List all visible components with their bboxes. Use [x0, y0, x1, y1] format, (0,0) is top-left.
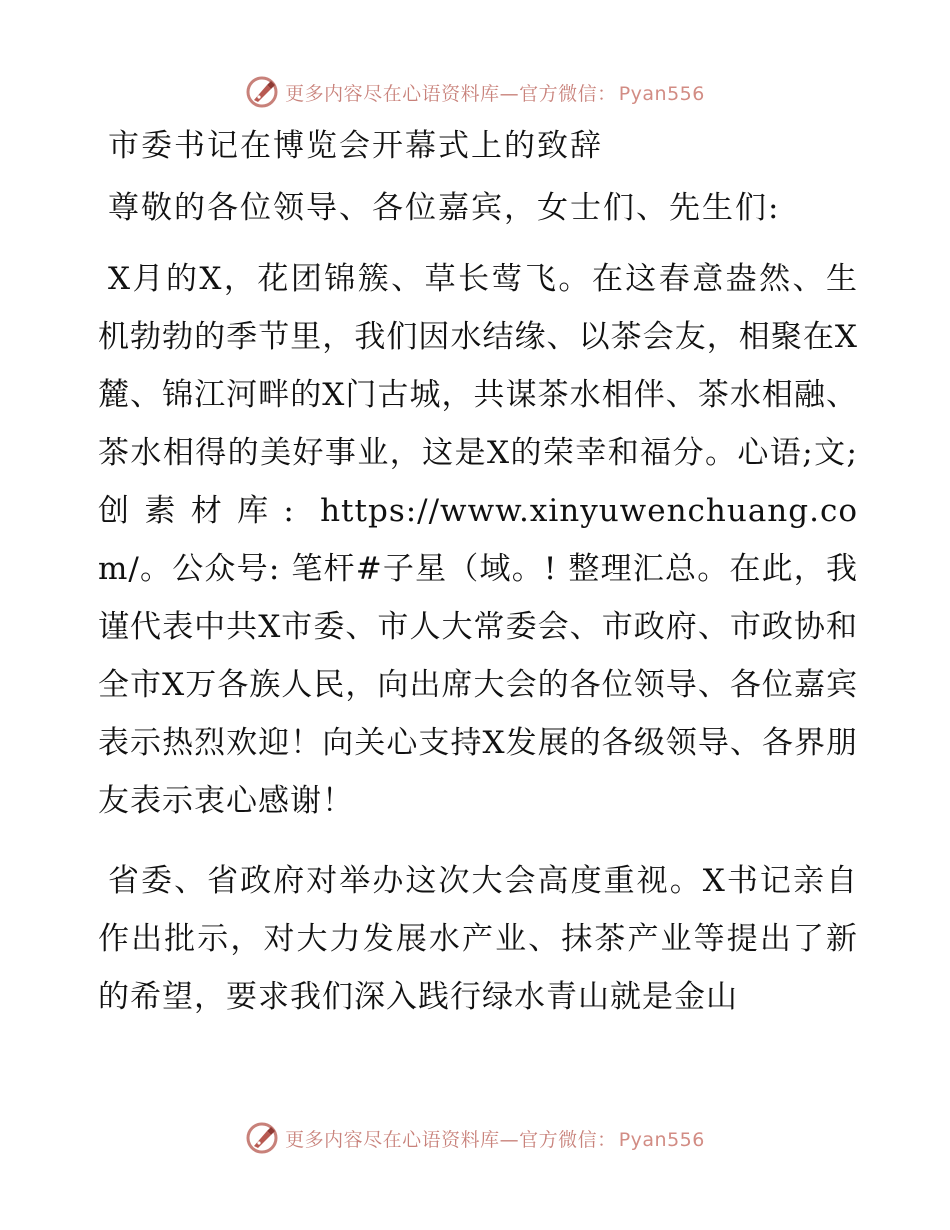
header-watermark-banner [0, 70, 950, 114]
paragraph-2: 省委、省政府对举办这次大会高度重视。X书记亲自作出批示，对大力发展水产业、抹茶产业等提出了新的希望，要求我们深入践行绿水青山就是金山 [98, 863, 858, 1015]
document-body [98, 120, 858, 1040]
salutation: 尊敬的各位领导、各位嘉宾，女士们、先生们: [108, 190, 781, 226]
pen-nib-logo-icon [245, 75, 279, 109]
document-title: 市委书记在博览会开幕式上的致辞 [108, 128, 603, 164]
footer-watermark-banner [0, 1116, 950, 1160]
pen-nib-logo-icon [245, 1121, 279, 1155]
paragraph-1: X月的X，花团锦簇、草长莺飞。在这春意盎然、生机勃勃的季节里，我们因水结缘、以茶会友，相聚在X麓、锦江河畔的X门古城，共谋茶水相伴、茶水相融、茶水相得的美好事业，这是X的荣幸和福分。心语;文;创素材库: https://www.xinyuwenchuang.com/。公众号: 笔杆#子星（域。! 整理汇总。在此，我谨代表中共X市委、市人大常委会、市政府、市政协和全市X万各族人民，向出席大会的各位领导、各位嘉宾表示热烈欢迎！向关心支持X发展的各级领导、各界朋友表示衷心感谢！ [98, 261, 858, 819]
watermark-text: 更多内容尽在心语资料库—官方微信： Pyan556 [285, 1128, 705, 1151]
watermark-text: 更多内容尽在心语资料库—官方微信： Pyan556 [285, 82, 705, 105]
